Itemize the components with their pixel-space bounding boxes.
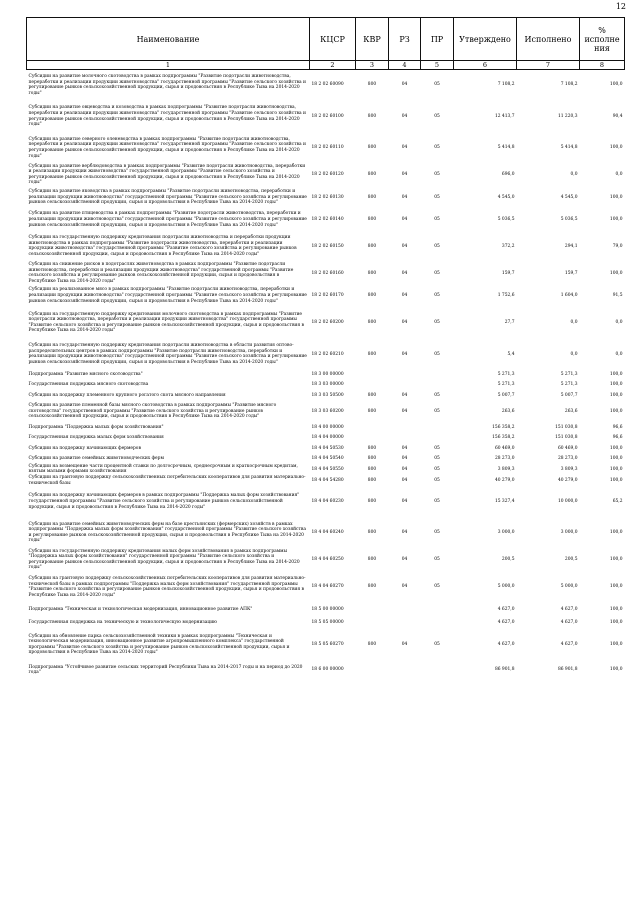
row-executed: 151 030,8 xyxy=(555,435,578,441)
table-row xyxy=(27,164,625,186)
row-kcsr: 18 5 05 00000 xyxy=(311,619,344,625)
column-number: 5 xyxy=(421,61,454,70)
row-percent: 91,5 xyxy=(612,293,623,299)
row-kvr: 800 xyxy=(367,113,377,119)
row-name: Подпрограмма "Развитие мясного скотоводства" xyxy=(28,372,143,378)
row-kcsr: 18 2 02 60100 xyxy=(311,113,344,119)
row-kcsr: 18 5 00 00000 xyxy=(311,606,344,612)
row-rz: 04 xyxy=(401,320,408,326)
row-approved: 696,0 xyxy=(501,171,515,177)
row-approved: 156 358,2 xyxy=(492,424,515,430)
row-approved: 372,2 xyxy=(501,243,515,249)
row-kvr: 800 xyxy=(367,82,377,88)
row-percent: 96,6 xyxy=(612,435,623,441)
row-kvr: 800 xyxy=(367,408,377,414)
row-approved: 3 809,3 xyxy=(497,466,515,472)
row-executed: 60 469,0 xyxy=(557,445,578,451)
table-row xyxy=(27,571,625,603)
header-name: Наименование xyxy=(27,18,310,61)
row-percent: 100,0 xyxy=(609,619,623,625)
row-pr: 05 xyxy=(434,293,440,299)
row-percent: 100,0 xyxy=(609,392,623,398)
row-name: Субсидии на развитие яководства в рамках подпрограммы "Развитие подотрасли животноводства, переработки и реализации продукции животноводства" государственной программы "Развитие сельского хозяйства и регулирование рынков сельскохозяйственной продукции, сырья и продовольствия в Республике Тыва на 2014-2020 годы" xyxy=(28,188,307,206)
row-percent: 100,0 xyxy=(609,667,623,673)
row-executed: 4 545,0 xyxy=(560,194,578,200)
row-approved: 5 000,0 xyxy=(497,584,515,590)
column-number: 8 xyxy=(580,61,625,70)
column-number: 7 xyxy=(517,61,580,70)
row-rz xyxy=(389,603,421,616)
row-pr: 05 xyxy=(434,498,440,504)
row-rz: 04 xyxy=(401,445,408,451)
table-row xyxy=(27,307,625,339)
row-rz: 04 xyxy=(401,171,408,177)
row-approved: 12 413,7 xyxy=(494,113,515,119)
header-percent: % исполне ния xyxy=(580,18,625,61)
row-kvr xyxy=(356,603,389,616)
row-kvr: 800 xyxy=(367,351,377,357)
row-kvr: 800 xyxy=(367,392,377,398)
row-kcsr: 18 4 04 54280 xyxy=(311,477,344,483)
row-kvr: 800 xyxy=(367,498,377,504)
row-approved: 5 271,3 xyxy=(497,382,515,388)
row-approved: 7 108,2 xyxy=(497,82,515,88)
table-row xyxy=(27,454,625,464)
row-name: Субсидии на развитие северного оленеводства в рамках подпрограммы "Развитие подотрасли животноводства, переработки и реализации продукции животноводства" государственной программы "Развитие сельского хозяйства и регулирование рынков сельскохозяйственной продукции, сырья и продовольствия в Республике Тыва на 2014-2020 годы" xyxy=(28,136,306,159)
row-percent: 65,2 xyxy=(612,498,623,504)
table-row xyxy=(27,231,625,262)
row-kvr: 800 xyxy=(367,217,377,223)
row-pr: 05 xyxy=(434,82,440,88)
row-rz: 04 xyxy=(401,82,408,88)
row-approved: 5 036,5 xyxy=(497,217,515,223)
row-rz: 04 xyxy=(401,217,408,223)
row-kcsr: 18 4 04 50530 xyxy=(311,445,344,451)
column-number: 3 xyxy=(356,61,389,70)
row-kcsr: 18 2 02 60110 xyxy=(311,145,344,151)
row-pr xyxy=(421,422,454,433)
row-name: Субсидии на развитие верблюдоводства в рамках подпрограммы "Развитие подотрасли животноводства, переработки и реализации продукции животноводства" государственной программы "Развитие сельского хозяйства и регулирование рынков сельскохозяйственной продукции, сырья и продовольствия в Республике Тыва на 2014-2020 годы" xyxy=(28,163,306,186)
row-executed: 5 271,3 xyxy=(560,382,578,388)
row-kcsr: 18 2 02 60090 xyxy=(311,82,344,88)
row-executed: 5 000,0 xyxy=(560,584,578,590)
row-percent: 100,0 xyxy=(609,529,623,535)
row-rz: 04 xyxy=(401,243,408,249)
header-approved: Утверждено xyxy=(454,18,517,61)
row-kcsr: 18 2 02 60210 xyxy=(311,351,344,357)
row-executed: 294,1 xyxy=(564,243,578,249)
row-rz xyxy=(389,380,421,390)
row-rz: 04 xyxy=(401,466,408,472)
row-pr: 05 xyxy=(434,584,440,590)
row-kvr xyxy=(356,380,389,390)
row-pr: 05 xyxy=(434,641,440,647)
row-name: Субсидии на государственную поддержку кредитования подотрасли животноводства и переработки продукции животноводства в рамках подпрограммы "Развитие подотрасли животноводства, переработки и реализации продукции животноводства" государственной программы "Развитие сельского хозяйства и регулирование рынков сельскохозяйственной продукции, сырья и продовольствия в Республике Тыва на 2014-2020 годы" xyxy=(28,235,297,257)
row-percent: 79,0 xyxy=(612,243,623,249)
row-pr xyxy=(421,603,454,616)
row-approved: 159,7 xyxy=(501,270,515,276)
row-pr: 05 xyxy=(434,113,440,119)
table-row xyxy=(27,401,625,422)
row-executed: 4 627,0 xyxy=(560,641,578,647)
table-row xyxy=(27,380,625,390)
row-name: Субсидии на государственную поддержку кредитования молочного скотоводства в рамках подпрограммы "Развитие подотрасли животноводства, переработки и реализации продукции животноводства" государственной программы "Развитие сельского хозяйства и регулирование рынков сельскохозяйственной продукции, сырья и продовольствия в Республике Тыва на 2014-2020 годы" xyxy=(28,311,304,334)
row-executed: 1 604,0 xyxy=(560,293,578,299)
row-kcsr: 18 3 03 00000 xyxy=(311,382,344,388)
row-kvr: 800 xyxy=(367,171,377,177)
row-kvr: 800 xyxy=(367,194,377,200)
row-percent: 100,0 xyxy=(609,445,623,451)
row-percent: 90,4 xyxy=(612,113,623,119)
row-rz xyxy=(389,616,421,629)
row-executed: 0,0 xyxy=(570,171,578,177)
row-approved: 27,7 xyxy=(504,320,515,326)
row-name: Субсидии на развитие птицеводства в рамках подпрограммы "Развитие подотрасли животноводства, переработки и реализации продукции животноводства" государственной программы "Развитие сельского хозяйства и регулирование рынков сельскохозяйственной продукции, сырья и продовольствия в Республике Тыва на 2014-2020 годы" xyxy=(28,211,307,228)
row-rz: 04 xyxy=(401,477,408,483)
table-body xyxy=(27,70,625,681)
row-rz: 04 xyxy=(401,270,408,276)
row-pr: 05 xyxy=(434,194,440,200)
row-pr: 05 xyxy=(434,351,440,357)
row-executed: 151 030,8 xyxy=(555,424,578,430)
row-kcsr: 18 2 02 60130 xyxy=(311,194,344,200)
row-percent: 100,0 xyxy=(609,606,623,612)
row-kvr: 800 xyxy=(367,145,377,151)
row-rz: 04 xyxy=(401,584,408,590)
row-approved: 5 007,7 xyxy=(497,392,515,398)
column-number-row xyxy=(27,61,625,70)
budget-execution-table xyxy=(26,17,625,680)
table-row xyxy=(27,285,625,307)
row-kcsr: 18 2 02 60140 xyxy=(311,217,344,223)
row-executed: 10 000,0 xyxy=(557,498,578,504)
row-approved: 4 627,0 xyxy=(497,641,515,647)
row-approved: 40 279,0 xyxy=(494,477,515,483)
row-pr: 05 xyxy=(434,477,440,483)
row-kcsr: 18 4 04 60240 xyxy=(311,529,344,535)
row-approved: 3 000,0 xyxy=(497,529,515,535)
row-executed: 7 108,2 xyxy=(560,82,578,88)
row-executed: 5 414,8 xyxy=(560,145,578,151)
row-name: Государственная поддержка мясного скотоводства xyxy=(28,382,149,388)
table-row xyxy=(27,390,625,401)
row-kvr: 800 xyxy=(367,445,377,451)
row-kcsr: 18 3 00 00000 xyxy=(311,372,344,378)
row-percent: 100,0 xyxy=(609,456,623,462)
row-name: Подпрограмма "Поддержка малых форм хозяйствования" xyxy=(28,424,164,430)
column-number: 1 xyxy=(27,61,310,70)
row-name: Субсидии на грантовую поддержку сельскохозяйственных потребительских кооперативов для развития материально-технической базы в рамках подпрограммы "Поддержка малых форм хозяйствования" государственной программы "Развитие сельского хозяйства и регулирование рынков сельскохозяйственной продукции, сырья и продовольствия в Республике Тыва на 2014-2020 годы" xyxy=(28,576,306,598)
row-percent: 100,0 xyxy=(609,217,623,223)
row-executed: 4 627,0 xyxy=(560,606,578,612)
row-pr: 05 xyxy=(434,456,440,462)
row-pr xyxy=(421,616,454,629)
row-pr: 05 xyxy=(434,408,440,414)
table-row xyxy=(27,422,625,433)
row-approved: 4 627,0 xyxy=(497,606,515,612)
row-pr: 05 xyxy=(434,392,440,398)
column-number: 4 xyxy=(389,61,421,70)
row-rz: 04 xyxy=(401,392,408,398)
row-approved: 60 469,0 xyxy=(494,445,515,451)
row-kvr xyxy=(356,616,389,629)
row-rz: 04 xyxy=(401,556,408,562)
row-percent: 0,0 xyxy=(615,171,623,177)
row-percent: 100,0 xyxy=(609,477,623,483)
row-approved: 263,6 xyxy=(501,408,515,414)
table-row xyxy=(27,616,625,629)
row-percent: 100,0 xyxy=(609,382,623,388)
table-row xyxy=(27,339,625,370)
row-name: Субсидии на государственную поддержку кредитования подотрасли животноводства в области развития оптово-распределительных центров в рамках подпрограммы "Развитие подотрасли животноводства, переработки и реализации продукции животноводства" государственной программы "Развитие сельского хозяйства и регулирование рынков сельскохозяйственной продукции, сырья и продовольствия в Республике Тыва на 2014-2020 годы" xyxy=(28,343,307,365)
row-kvr: 800 xyxy=(367,243,377,249)
table-row xyxy=(27,548,625,571)
row-rz xyxy=(389,422,421,433)
row-kcsr: 18 4 04 60270 xyxy=(311,584,344,590)
row-pr xyxy=(421,433,454,443)
row-percent: 100,0 xyxy=(609,194,623,200)
row-approved: 86 901,8 xyxy=(494,667,515,673)
row-name: Субсидии на грантовую поддержку сельскохозяйственных потребительских кооперативов для развития материально-технической базы xyxy=(28,475,306,486)
row-kvr xyxy=(356,422,389,433)
row-rz: 04 xyxy=(401,498,408,504)
table-row xyxy=(27,464,625,475)
row-executed: 0,0 xyxy=(570,351,578,357)
table-row xyxy=(27,629,625,660)
row-name: Субсидии на развитие семейных животноводческих ферм на базе крестьянских (фермерских) хозяйств в рамках подпрограммы "Поддержка малых форм хозяйствования" государственной программы "Развитие сельского хозяйства и регулирование рынков сельскохозяйственной продукции, сырья и продовольствия в Республике Тыва на 2014-2020 годы" xyxy=(28,521,307,544)
row-percent: 100,0 xyxy=(609,372,623,378)
row-pr: 05 xyxy=(434,217,440,223)
row-pr xyxy=(421,370,454,380)
row-percent: 100,0 xyxy=(609,408,623,414)
row-kcsr: 18 3 03 60200 xyxy=(311,408,344,414)
row-rz: 04 xyxy=(401,194,408,200)
row-rz: 04 xyxy=(401,641,408,647)
table-row xyxy=(27,443,625,454)
table-row xyxy=(27,603,625,616)
header-rz: РЗ xyxy=(389,18,421,61)
row-executed: 28 273,0 xyxy=(557,456,578,462)
row-kcsr: 18 2 02 60120 xyxy=(311,171,344,177)
row-name: Субсидии на развитие семейных животноводческих ферм xyxy=(28,456,164,462)
row-name: Государственная поддержка малых форм хозяйствования xyxy=(28,435,164,441)
row-name: Субсидии на развитие племенной базы мясного скотоводства в рамках подпрограммы "Развитие мясного скотоводства" государственной программы "Развитие сельского хозяйства и регулирование рынков сельскохозяйственной продукции, сырья и продовольствия в Республике Тыва на 2014-2020 годы" xyxy=(28,402,277,420)
row-approved: 28 273,0 xyxy=(494,456,515,462)
table-header xyxy=(27,18,625,70)
row-rz xyxy=(389,370,421,380)
header-kvr: КВР xyxy=(356,18,389,61)
row-name: Подпрограмма "Техническая и технологическая модернизация, инновационное развитие АПК" xyxy=(28,606,253,612)
row-kcsr: 18 2 02 60200 xyxy=(311,320,344,326)
header-pr: ПР xyxy=(421,18,454,61)
table-row xyxy=(27,517,625,548)
row-approved: 1 752,6 xyxy=(497,293,515,299)
row-executed: 11 220,3 xyxy=(557,113,578,119)
row-percent: 96,6 xyxy=(612,424,623,430)
row-executed: 3 809,3 xyxy=(560,466,578,472)
table-row xyxy=(27,262,625,285)
row-kvr: 800 xyxy=(367,641,377,647)
row-name: Субсидии на снижение рисков в подотраслях животноводства в рамках подпрограммы "Развитие подотрасли животноводства, переработки и реализации продукции животноводства" государственной программы "Развитие сельского хозяйства и регулирование рынков сельскохозяйственной продукции, сырья и продовольствия в Республике Тыва на 2014-2020 годы" xyxy=(28,262,294,284)
row-kvr: 800 xyxy=(367,456,377,462)
row-percent: 0,0 xyxy=(615,351,623,357)
row-percent: 100,0 xyxy=(609,641,623,647)
row-approved: 5,4 xyxy=(507,351,515,357)
row-kvr: 800 xyxy=(367,293,377,299)
table-row xyxy=(27,209,625,231)
row-kcsr: 18 4 04 00000 xyxy=(311,435,344,441)
column-number: 6 xyxy=(454,61,517,70)
row-executed: 86 901,8 xyxy=(557,667,578,673)
row-percent: 100,0 xyxy=(609,556,623,562)
row-kvr xyxy=(356,370,389,380)
row-pr: 05 xyxy=(434,466,440,472)
row-approved: 5 271,3 xyxy=(497,372,515,378)
row-percent: 100,0 xyxy=(609,82,623,88)
table-row xyxy=(27,433,625,443)
header-executed: Исполнено xyxy=(517,18,580,61)
row-rz: 04 xyxy=(401,456,408,462)
row-name: Субсидии на государственную поддержку кредитования малых форм хозяйствования в рамках подпрограммы "Поддержка малых форм хозяйствования" государственной программы "Развитие сельского хозяйства и регулирование рынков сельскохозяйственной продукции, сырья и продовольствия в Республике Тыва на 2014-2020 годы" xyxy=(28,548,300,571)
row-name: Субсидии на развитие молочного скотоводства в рамках подпрограммы "Развитие подотрасли животноводства, переработки и реализации продукции животноводства" государственной программы "Развитие сельского хозяйства и регулирование рынков сельскохозяйственной продукции, сырья и продовольствия в Республике Тыва на 2014-2020 годы" xyxy=(28,74,306,96)
row-approved: 156 358,2 xyxy=(492,435,515,441)
row-percent: 0,0 xyxy=(615,320,623,326)
table-row xyxy=(27,475,625,486)
row-rz: 04 xyxy=(401,293,408,299)
row-approved: 4 627,0 xyxy=(497,619,515,625)
row-pr: 05 xyxy=(434,243,440,249)
row-approved: 15 327,4 xyxy=(494,498,515,504)
row-rz: 04 xyxy=(401,113,408,119)
row-kcsr: 18 4 00 00000 xyxy=(311,424,344,430)
row-kcsr: 18 6 00 00000 xyxy=(311,667,344,673)
row-approved: 200,5 xyxy=(501,556,515,562)
row-kcsr: 18 4 04 50550 xyxy=(311,466,344,472)
table-row xyxy=(27,486,625,517)
row-executed: 200,5 xyxy=(564,556,578,562)
table-row xyxy=(27,186,625,209)
row-kvr: 800 xyxy=(367,477,377,483)
row-rz: 04 xyxy=(401,408,408,414)
row-pr: 05 xyxy=(434,445,440,451)
row-kcsr: 18 2 02 60150 xyxy=(311,243,344,249)
row-name: Государственная поддержка на техническую и технологическую модернизацию xyxy=(28,619,217,625)
row-executed: 159,7 xyxy=(564,270,578,276)
row-executed: 263,6 xyxy=(564,408,578,414)
row-name: Субсидии на возмещение части процентной ставки по долгосрочным, среднесрочным и краткосрочным кредитам, взятым малыми формами хозяйствования xyxy=(28,463,298,475)
row-executed: 4 627,0 xyxy=(560,619,578,625)
row-executed: 5 007,7 xyxy=(560,392,578,398)
row-rz: 04 xyxy=(401,351,408,357)
row-executed: 40 279,0 xyxy=(557,477,578,483)
row-kvr: 800 xyxy=(367,270,377,276)
table-row xyxy=(27,101,625,133)
table-row xyxy=(27,660,625,680)
row-approved: 5 414,8 xyxy=(497,145,515,151)
row-name: Субсидии на развитие овцеводства и козоводства в рамках подпрограммы "Развитие подотрасли животноводства, переработки и реализации продукции животноводства" государственной программы "Развитие сельского хозяйства и регулирование рынков сельскохозяйственной продукции, сырья и продовольствия в Республике Тыва на 2014-2020 годы" xyxy=(28,105,306,128)
row-rz: 04 xyxy=(401,145,408,151)
row-approved: 4 545,0 xyxy=(497,194,515,200)
row-executed: 5 036,5 xyxy=(560,217,578,223)
row-percent: 100,0 xyxy=(609,584,623,590)
row-pr: 05 xyxy=(434,556,440,562)
row-pr: 05 xyxy=(434,145,440,151)
row-pr: 05 xyxy=(434,270,440,276)
row-executed: 3 000,0 xyxy=(560,529,578,535)
column-number: 2 xyxy=(310,61,356,70)
row-rz: 04 xyxy=(401,529,408,535)
row-pr: 05 xyxy=(434,171,440,177)
row-name: Подпрограмма "Устойчивое развитие сельских территорий Республики Тыва на 2014-2017 годы и на период до 2020 года" xyxy=(28,664,303,676)
row-pr xyxy=(421,660,454,680)
page-number: 12 xyxy=(615,2,626,11)
table-row xyxy=(27,370,625,380)
row-kvr: 800 xyxy=(367,529,377,535)
table-row xyxy=(27,133,625,164)
row-kcsr: 18 3 03 50500 xyxy=(311,392,344,398)
header-kcsr: КЦСР xyxy=(310,18,356,61)
row-kvr: 800 xyxy=(367,466,377,472)
row-executed: 5 271,3 xyxy=(560,372,578,378)
row-executed: 0,0 xyxy=(570,320,578,326)
row-name: Субсидии на обновление парка сельскохозяйственной техники в рамках подпрограммы "Техническая и технологическая модернизация, инновационное развитие агропромышленного комплекса" государственной программы "Развитие сельского хозяйства и регулирование рынков сельскохозяйственной продукции, сырья и продовольствия в Республике Тыва на 2014-2020 годы" xyxy=(28,633,290,656)
row-kcsr: 18 5 05 60270 xyxy=(311,641,344,647)
row-name: Субсидии на поддержку начинающих фермеров в рамках подпрограммы "Поддержка малых форм хозяйствования" государственной программы "Развитие сельского хозяйства и регулирование рынков сельскохозяйственной продукции, сырья и продовольствия в Республике Тыва на 2014-2020 годы" xyxy=(28,493,300,510)
row-kvr: 800 xyxy=(367,320,377,326)
row-kvr xyxy=(356,433,389,443)
row-percent: 100,0 xyxy=(609,466,623,472)
row-kvr xyxy=(356,660,389,680)
row-name: Субсидии на поддержку начинающих фермеров xyxy=(28,445,141,451)
row-kcsr: 18 4 04 60230 xyxy=(311,498,344,504)
row-rz xyxy=(389,660,421,680)
row-name: Субсидии на поддержку племенного крупного рогатого скота мясного направления xyxy=(28,392,226,398)
table-row xyxy=(27,70,625,101)
row-kcsr: 18 4 04 50540 xyxy=(311,456,344,462)
row-kcsr: 18 2 02 60170 xyxy=(311,293,344,299)
row-name: Субсидии на реализованное мясо в рамках подпрограммы "Развитие подотрасли животноводства, переработки и реализации продукции животноводства" государственной программы "Развитие сельского хозяйства и регулирование рынков сельскохозяйственной продукции, сырья и продовольствия в Республике Тыва на 2014-2020 годы" xyxy=(28,287,307,304)
row-kvr: 800 xyxy=(367,584,377,590)
row-pr: 05 xyxy=(434,320,440,326)
row-percent: 100,0 xyxy=(609,145,623,151)
row-kcsr: 18 4 04 60250 xyxy=(311,556,344,562)
row-kcsr: 18 2 02 60160 xyxy=(311,270,344,276)
row-pr: 05 xyxy=(434,529,440,535)
row-kvr: 800 xyxy=(367,556,377,562)
row-percent: 100,0 xyxy=(609,270,623,276)
row-rz xyxy=(389,433,421,443)
row-pr xyxy=(421,380,454,390)
